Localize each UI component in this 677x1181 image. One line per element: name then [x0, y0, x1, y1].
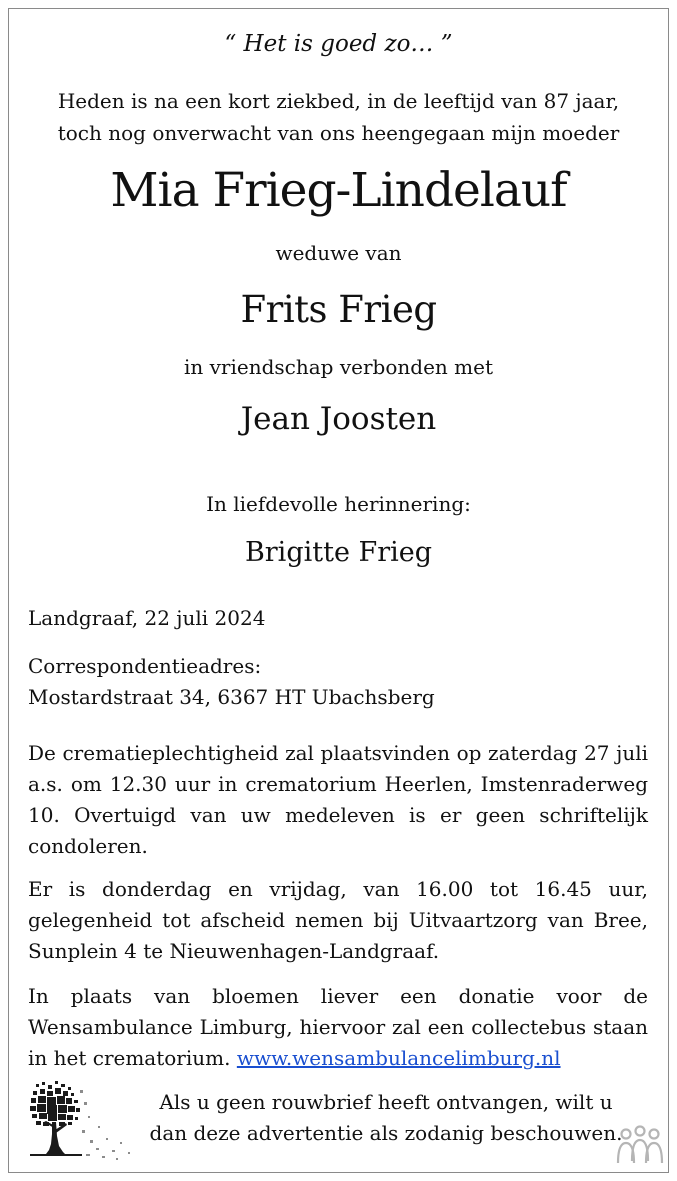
donation-text: In plaats van bloemen liever een donatie voor de Wensambulance Limburg, hiervoor zal een collectebus staan in het crematorium. — [28, 984, 648, 1070]
memory-label: In liefdevolle herinnering: — [206, 492, 471, 516]
intro-text — [0, 85, 677, 149]
intro-line-2: toch nog onverwacht van ons heengegaan mijn moeder — [57, 121, 620, 145]
intro-line-1: Heden is na een kort ziekbed, in de leeftijd van 87 jaar, — [57, 89, 620, 113]
closing-line-1: Als u geen rouwbrief heeft ontvangen, wilt u — [159, 1090, 613, 1114]
cremation-paragraph: De crematieplechtigheid zal plaatsvinden op zaterdag 27 juli a.s. om 12.30 uur in crematorium Heerlen, Imstenraderweg 10. Overtuigd van uw medeleven is er geen schriftelijk condoleren. — [28, 741, 648, 858]
tree-icon — [28, 1078, 138, 1168]
people-logo-icon — [614, 1125, 666, 1165]
closing-line-2: dan deze advertentie als zodanig beschouwen. — [149, 1121, 623, 1145]
spouse-name: Frits Frieg — [240, 288, 437, 331]
survivor-name: Brigitte Frieg — [244, 537, 433, 568]
closing-text — [136, 1087, 636, 1149]
correspondence-block — [28, 651, 648, 713]
friendship-label: in vriendschap verbonden met — [184, 355, 493, 379]
correspondence-address: Mostardstraat 34, 6367 HT Ubachsberg — [28, 685, 435, 709]
place-date: Landgraaf, 22 juli 2024 — [28, 606, 266, 630]
donation-link[interactable]: www.wensambulancelimburg.nl — [236, 1046, 561, 1070]
opening-quote: “ Het is goed zo… ” — [224, 31, 453, 57]
deceased-name: Mia Frieg-Lindelauf — [110, 163, 567, 218]
friend-name: Jean Joosten — [240, 401, 437, 437]
correspondence-label: Correspondentieadres: — [28, 654, 262, 678]
widow-of-label: weduwe van — [275, 241, 402, 265]
farewell-paragraph: Er is donderdag en vrijdag, van 16.00 tot 16.45 uur, gelegenheid tot afscheid nemen bij Uitvaartzorg van Bree, Sunplein 4 te Nieuwenhagen-Landgraaf. — [28, 877, 648, 963]
donation-paragraph — [28, 981, 648, 1074]
